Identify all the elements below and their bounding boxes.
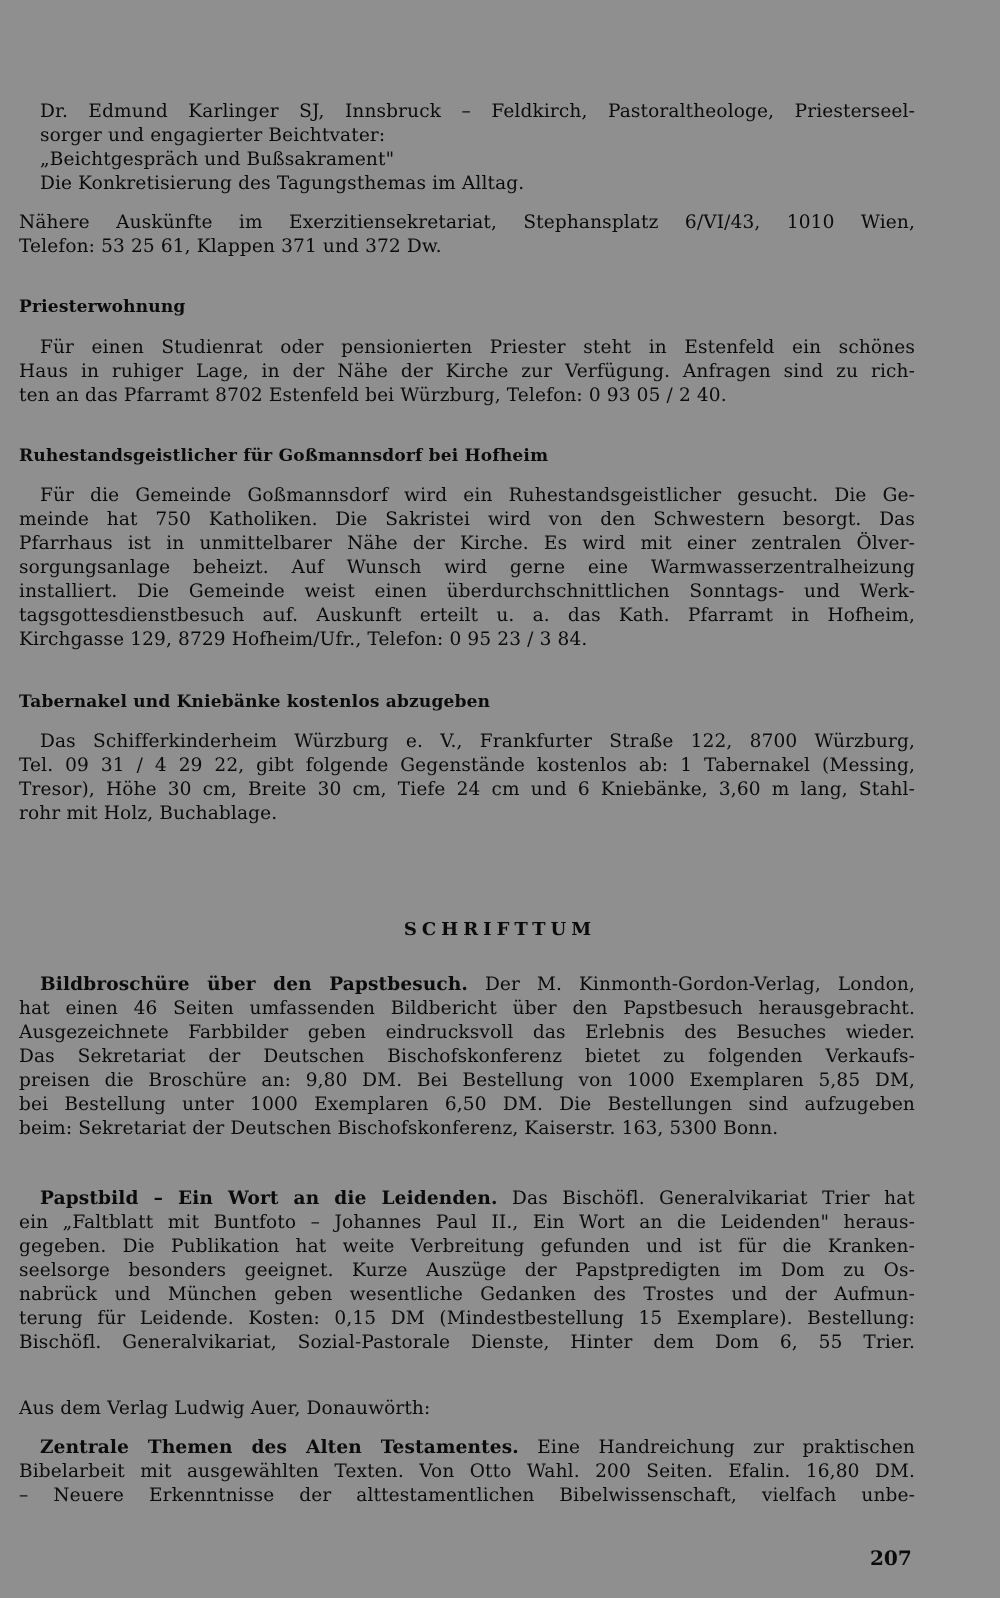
section-heading: Tabernakel und Kniebänke kostenlos abzugeben: [19, 692, 491, 712]
text-line: seelsorge besonders geeignet. Kurze Auszüge der Papstpredigten im Dom zu Os-: [19, 1260, 915, 1281]
section-heading: Ruhestandsgeistlicher für Goßmannsdorf bei Hofheim: [19, 446, 549, 466]
text-line: Für einen Studienrat oder pensionierten Priester steht in Estenfeld ein schönes: [40, 337, 915, 358]
text-line: [40, 973, 915, 997]
entry-title: Bildbroschüre über den Papstbesuch.: [40, 974, 469, 995]
text-line: hat einen 46 Seiten umfassenden Bildbericht über den Papstbesuch herausgebracht.: [19, 998, 915, 1019]
page-number: 207: [870, 1546, 912, 1570]
text-line: Telefon: 53 25 61, Klappen 371 und 372 Dw.: [19, 236, 442, 257]
text-line: terung für Leidende. Kosten: 0,15 DM (Mindestbestellung 15 Exemplare). Bestellung:: [19, 1308, 915, 1329]
text-line: [40, 1436, 915, 1460]
text-line: Kirchgasse 129, 8729 Hofheim/Ufr., Telefon: 0 95 23 / 3 84.: [19, 629, 588, 650]
text-line: nabrück und München geben wesentliche Gedanken des Trostes und der Aufmun-: [19, 1284, 915, 1305]
text-line: Aus dem Verlag Ludwig Auer, Donauwörth:: [19, 1398, 431, 1419]
text-line: Nähere Auskünfte im Exerzitiensekretariat, Stephansplatz 6/VI/43, 1010 Wien,: [19, 212, 915, 233]
text-line: Das Sekretariat der Deutschen Bischofskonferenz bietet zu folgenden Verkaufs-: [19, 1046, 915, 1067]
text-line: tagsgottesdienstbesuch auf. Auskunft erteilt u. a. das Kath. Pfarramt in Hofheim,: [19, 605, 915, 626]
text-line: Tel. 09 31 / 4 29 22, gibt folgende Gegenstände kostenlos ab: 1 Tabernakel (Messing,: [19, 755, 915, 776]
text-line: Bibelarbeit mit ausgewählten Texten. Von Otto Wahl. 200 Seiten. Efalin. 16,80 DM.: [19, 1461, 915, 1482]
entry-title: Zentrale Themen des Alten Testamentes.: [40, 1437, 519, 1458]
text-line: gegeben. Die Publikation hat weite Verbreitung gefunden und ist für die Kranken-: [19, 1236, 915, 1257]
text-line: beim: Sekretariat der Deutschen Bischofskonferenz, Kaiserstr. 163, 5300 Bonn.: [19, 1118, 779, 1139]
text-line: Das Schifferkinderheim Würzburg e. V., Frankfurter Straße 122, 8700 Würzburg,: [40, 731, 915, 752]
text-line: „Beichtgespräch und Bußsakrament": [40, 149, 395, 170]
text-line: Dr. Edmund Karlinger SJ, Innsbruck – Feldkirch, Pastoraltheologe, Priesterseel-: [40, 101, 915, 122]
text-line: Für die Gemeinde Goßmannsdorf wird ein Ruhestandsgeistlicher gesucht. Die Ge-: [40, 485, 915, 506]
entry-text: Eine Handreichung zur praktischen: [537, 1437, 916, 1458]
text-line: ten an das Pfarramt 8702 Estenfeld bei Würzburg, Telefon: 0 93 05 / 2 40.: [19, 385, 727, 406]
text-line: Bischöfl. Generalvikariat, Sozial-Pastorale Dienste, Hinter dem Dom 6, 55 Trier.: [19, 1332, 915, 1353]
section-title: SCHRIFTTUM: [403, 919, 597, 940]
text-line: Ausgezeichnete Farbbilder geben eindrucksvoll das Erlebnis des Besuches wieder.: [19, 1022, 915, 1043]
text-line: Die Konkretisierung des Tagungsthemas im Alltag.: [40, 173, 525, 194]
text-line: meinde hat 750 Katholiken. Die Sakristei wird von den Schwestern besorgt. Das: [19, 509, 915, 530]
text-line: preisen die Broschüre an: 9,80 DM. Bei Bestellung von 1000 Exemplaren 5,85 DM,: [19, 1070, 915, 1091]
text-line: bei Bestellung unter 1000 Exemplaren 6,50 DM. Die Bestellungen sind aufzugeben: [19, 1094, 915, 1115]
entry-title: Papstbild – Ein Wort an die Leidenden.: [40, 1188, 498, 1209]
text-line: ein „Faltblatt mit Buntfoto – Johannes Paul II., Ein Wort an die Leidenden" heraus-: [19, 1212, 915, 1233]
text-line: installiert. Die Gemeinde weist einen überdurchschnittlichen Sonntags- und Werk-: [19, 581, 915, 602]
text-line: sorgungsanlage beheizt. Auf Wunsch wird gerne eine Warmwasserzentralheizung: [19, 557, 915, 578]
section-heading: Priesterwohnung: [19, 297, 186, 317]
entry-text: Der M. Kinmonth-Gordon-Verlag, London,: [484, 974, 915, 995]
text-line: Haus in ruhiger Lage, in der Nähe der Kirche zur Verfügung. Anfragen sind zu rich-: [19, 361, 915, 382]
entry-text: Das Bischöfl. Generalvikariat Trier hat: [512, 1188, 916, 1209]
text-line: Tresor), Höhe 30 cm, Breite 30 cm, Tiefe 24 cm und 6 Kniebänke, 3,60 m lang, Stahl-: [19, 779, 915, 800]
text-line: rohr mit Holz, Buchablage.: [19, 803, 278, 824]
text-line: – Neuere Erkenntnisse der alttestamentlichen Bibelwissenschaft, vielfach unbe-: [19, 1485, 915, 1506]
text-line: [40, 1187, 915, 1211]
text-line: sorger und engagierter Beichtvater:: [40, 125, 386, 146]
text-line: Pfarrhaus ist in unmittelbarer Nähe der Kirche. Es wird mit einer zentralen Ölver-: [19, 533, 915, 554]
